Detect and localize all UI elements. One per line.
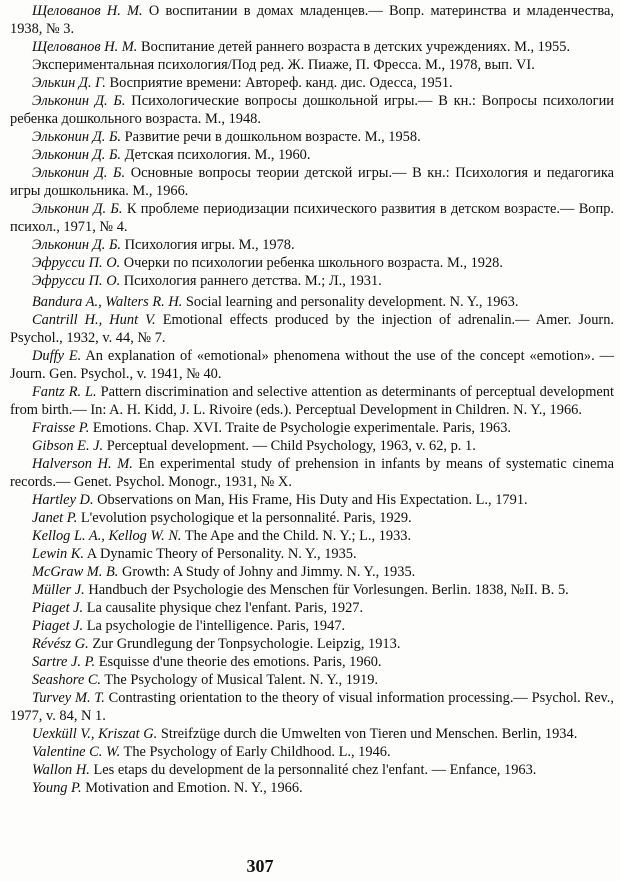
reference-entry: Duffy E. An explanation of «emotional» phenomena without the use of the concept «emotion». — Journ. Gen. Psychol., v. 1941, № 40.: [10, 348, 614, 382]
reference-entry: Эфрусси П. О. Очерки по психологии ребенка школьного возраста. М., 1928.: [32, 255, 503, 271]
reference-entry: Müller J. Handbuch der Psychologie des Menschen für Vorlesungen. Berlin. 1838, №II. B. 5.: [32, 582, 569, 598]
reference-entry: Fantz R. L. Pattern discrimination and selective attention as determinants of perceptual development from birth.— In: A. H. Kidd, J. L. Rivoire (eds.). Perceptual Development in Children. N. Y., 1966.: [10, 384, 614, 418]
reference-entry: Wallon H. Les etaps du development de la personnalité chez l'enfant. — Enfance, 1963.: [32, 762, 537, 778]
foreign-reference-list: [10, 293, 614, 797]
reference-entry: Hartley D. Observations on Man, His Frame, His Duty and His Expectation. L., 1791.: [32, 492, 528, 508]
reference-entry: Экспериментальная психология/Под ред. Ж. Пиаже, П. Фресса. М., 1978, вып. VI.: [32, 57, 535, 73]
reference-entry: Turvey M. T. Contrasting orientation to the theory of visual information processing.— Psychol. Rev., 1977, v. 84, N 1.: [10, 690, 614, 724]
reference-entry: Seashore C. The Psychology of Musical Talent. N. Y., 1919.: [32, 672, 379, 688]
reference-entry: Эльконин Д. Б. К проблеме периодизации психического развития в детском возрасте.— Вопр. психол., 1971, № 4.: [10, 201, 614, 235]
russian-reference-list: [10, 2, 614, 290]
reference-entry: Эльконин Д. Б. Детская психология. М., 1960.: [32, 147, 311, 163]
reference-entry: Cantrill H., Hunt V. Emotional effects produced by the injection of adrenalin.— Amer. Journ. Psychol., 1932, v. 44, № 7.: [10, 312, 614, 346]
reference-entry: Эльконин Д. Б. Психологические вопросы дошкольной игры.— В кн.: Вопросы психологии ребенка дошкольного возраста. М., 1948.: [10, 93, 614, 127]
reference-entry: Kellog L. A., Kellog W. N. The Ape and the Child. N. Y.; L., 1933.: [32, 528, 412, 544]
reference-entry: Révész G. Zur Grundlegung der Tonpsychologie. Leipzig, 1913.: [32, 636, 401, 652]
reference-entry: Элькин Д. Г. Восприятие времени: Автореф. канд. дис. Одесса, 1951.: [32, 75, 453, 91]
reference-entry: Эфрусси П. О. Психология раннего детства. М.; Л., 1931.: [32, 273, 382, 289]
reference-entry: Sartre J. P. Esquisse d'une theorie des emotions. Paris, 1960.: [32, 654, 382, 670]
reference-entry: McGraw M. B. Growth: A Study of Johny and Jimmy. N. Y., 1935.: [32, 564, 416, 580]
reference-entry: Эльконин Д. Б. Основные вопросы теории детской игры.— В кн.: Психология и педагогика игры дошкольника. М., 1966.: [10, 165, 614, 199]
reference-entry: Piaget J. La psychologie de l'intelligence. Paris, 1947.: [32, 618, 346, 634]
reference-entry: Lewin K. A Dynamic Theory of Personality. N. Y., 1935.: [32, 546, 357, 562]
reference-entry: Gibson E. J. Perceptual development. — Child Psychology, 1963, v. 62, p. 1.: [32, 438, 476, 454]
reference-entry: Bandura A., Walters R. H. Social learning and personality development. N. Y., 1963.: [32, 294, 519, 310]
reference-entry: Valentine C. W. The Psychology of Early Childhood. L., 1946.: [32, 744, 391, 760]
reference-entry: Janet P. L'evolution psychologique et la personnalité. Paris, 1929.: [32, 510, 412, 526]
reference-entry: Halverson H. M. En experimental study of prehension in infants by means of systematic cinema records.— Genet. Psychol. Monogr., 1931, № X.: [10, 456, 614, 490]
reference-entry: Young P. Motivation and Emotion. N. Y., 1966.: [32, 780, 303, 796]
reference-entry: Щелованов Н. М. О воспитании в домах младенцев.— Вопр. материнства и младенчества, 1938, № 3.: [10, 3, 614, 37]
reference-entry: Эльконин Д. Б. Развитие речи в дошкольном возрасте. М., 1958.: [32, 129, 421, 145]
reference-entry: Fraisse P. Emotions. Chap. XVI. Traite de Psychologie experimentale. Paris, 1963.: [32, 420, 511, 436]
reference-entry: Uexküll V., Kriszat G. Streifzüge durch die Umwelten von Tieren und Menschen. Berlin, 1934.: [32, 726, 578, 742]
reference-entry: Эльконин Д. Б. Психология игры. М., 1978.: [32, 237, 295, 253]
reference-entry: Щелованов Н. М. Воспитание детей раннего возраста в детских учреждениях. М., 1955.: [32, 39, 571, 55]
reference-entry: Piaget J. La causalite physique chez l'enfant. Paris, 1927.: [32, 600, 364, 616]
page-number: 307: [246, 856, 274, 876]
